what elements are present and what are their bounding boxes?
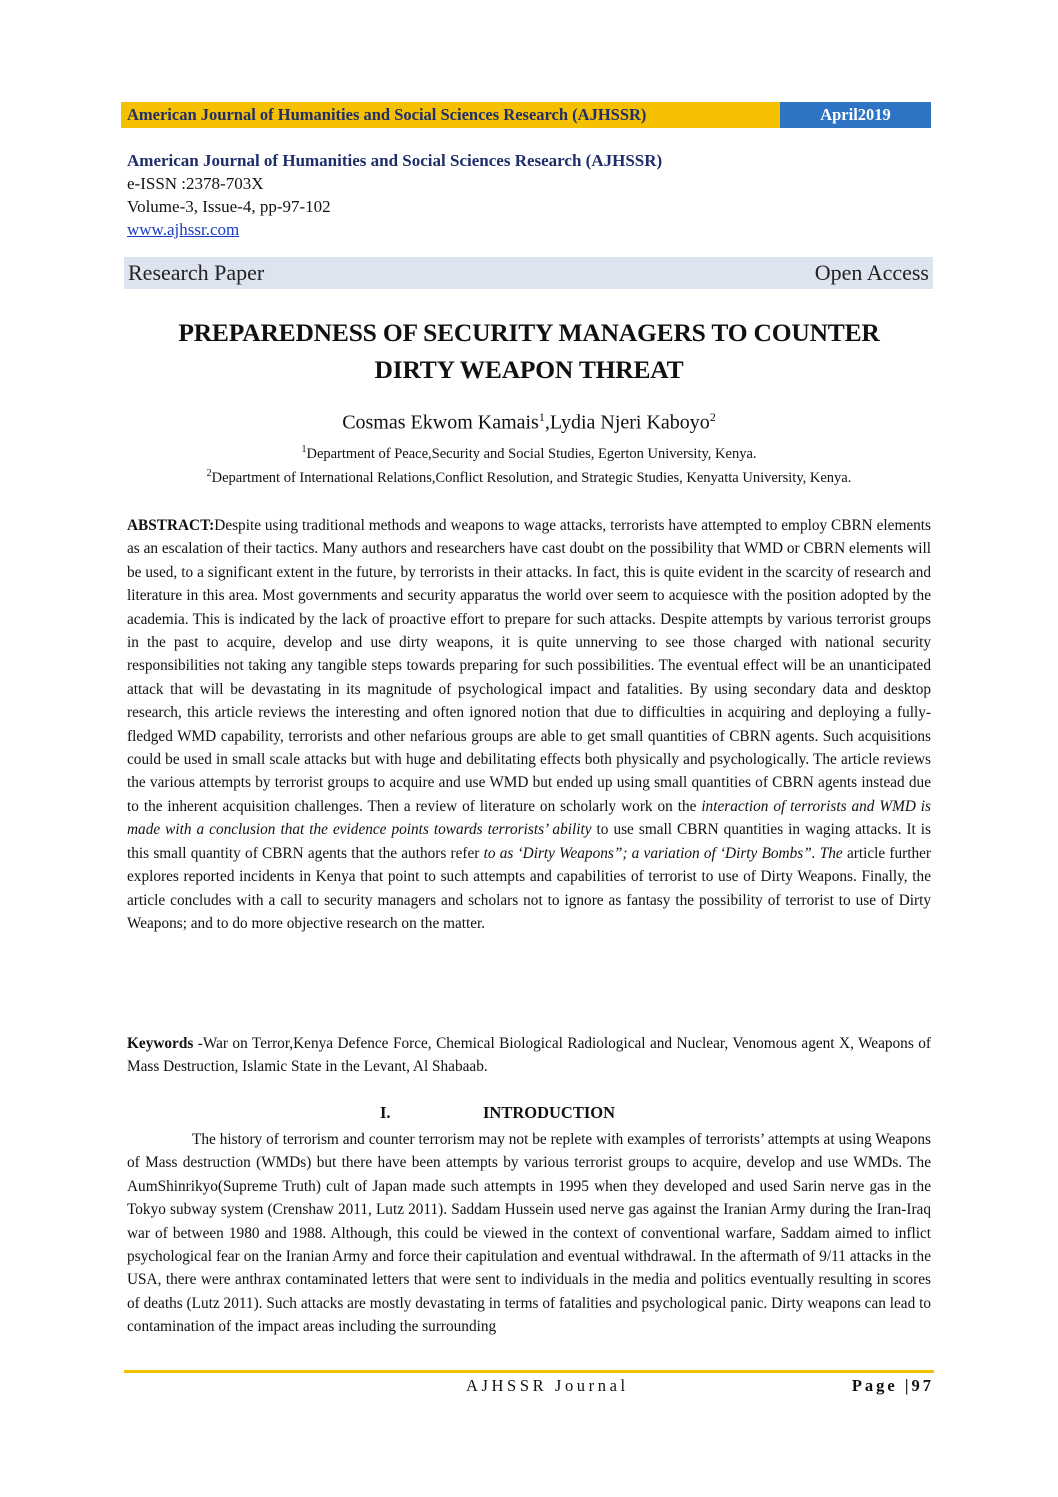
affiliation-2 xyxy=(100,468,958,487)
section-number: I. xyxy=(380,1103,391,1122)
access-type: Open Access xyxy=(814,260,929,285)
footer-page-number: Page |97 xyxy=(851,1376,934,1395)
running-header-journal: American Journal of Humanities and Social Sciences Research (AJHSSR) xyxy=(121,102,780,128)
keywords-text: -War on Terror,Kenya Defence Force, Chemical Biological Radiological and Nuclear, Venomous agent X, Weapons of Mass Destruction, Islamic State in the Levant, Al Shabaab. xyxy=(127,1035,931,1076)
paper-title-line1: PREPAREDNESS OF SECURITY MANAGERS TO COUNTER xyxy=(178,318,880,347)
abstract-text-3: article further explores reported incidents in Kenya that point to such attempts and capabilities of terrorist to use of Dirty Weapons. Finally, the article concludes with a call to security managers and scholars not to ignore as fantasy the possibility of terrorist to use of Dirty Weapons; and to do more objective research on the matter. xyxy=(127,844,931,932)
journal-meta xyxy=(127,149,662,241)
author-1: Cosmas Ekwom Kamais xyxy=(342,411,539,434)
paper-title xyxy=(100,314,958,388)
abstract xyxy=(127,514,931,935)
author-2-affil-mark: 2 xyxy=(709,410,716,424)
paper-title-line2: DIRTY WEAPON THREAT xyxy=(374,355,684,384)
footer-journal: AJHSSR Journal xyxy=(466,1376,629,1395)
abstract-text-1: Despite using traditional methods and weapons to wage attacks, terrorists have attempted to employ CBRN elements as an escalation of their tactics. Many authors and researchers have cast doubt on the possibility that WMD or CBRN elements will be used, to a significant extent in the future, by terrorists in their attacks. In fact, this is quite evident in the scarcity of research and literature in this area. Most governments and security apparatus the world over seem to acquiesce with the position adopted by the academia. This is indicated by the lack of proactive effort to prepare for such attacks. Despite attempts by various terrorist groups in the past to acquire, develop and use dirty weapons, it is quite unnerving to see those charged with national security responsibilities not taking any tangible steps towards preparing for such possibilities. The eventual effect will be an unanticipated attack that will be devastating in its magnitude of psychological impact and fatalities. By using secondary data and desktop research, this article reviews the interesting and often ignored notion that due to difficulties in acquiring and deploying a fully-fledged WMD capability, terrorists and other nefarious groups are able to get small quantities of CBRN agents. Such acquisitions could be used in small scale attacks but with huge and debilitating effects both physically and psychologically. The article reviews the various attempts by terrorist groups to acquire and use WMD but ended up using small quantities of CBRN agents instead due to the inherent acquisition challenges. Then a review of literature on scholarly work on the xyxy=(127,517,931,815)
article-type-bar xyxy=(124,257,933,289)
author-separator: , xyxy=(544,411,550,434)
meta-volume: Volume-3, Issue-4, pp-97-102 xyxy=(127,197,331,216)
footer-rule xyxy=(124,1370,934,1373)
abstract-italic-2: to as ‘Dirty Weapons”; a variation of ‘Dirty Bombs”. The xyxy=(483,844,843,862)
keywords xyxy=(127,1032,931,1079)
meta-website-link[interactable]: www.ajhssr.com xyxy=(127,220,240,239)
affiliation-1-text: Department of Peace,Security and Social Studies, Egerton University, Kenya. xyxy=(306,445,757,462)
running-header xyxy=(121,102,931,128)
meta-issn: e-ISSN :2378-703X xyxy=(127,174,264,193)
article-type: Research Paper xyxy=(128,260,265,285)
affiliation-2-text: Department of International Relations,Conflict Resolution, and Strategic Studies, Kenyatta University, Kenya. xyxy=(211,469,852,486)
affiliation-2-mark: 2 xyxy=(206,468,212,479)
introduction-paragraph: The history of terrorism and counter terrorism may not be replete with examples of terrorists’ attempts at using Weapons of Mass destruction (WMDs) but there have been attempts by various terrorist groups to acquire, develop and use WMDs. The AumShinrikyo(Supreme Truth) cult of Japan made such attempts in 1995 when they developed and used Sarin nerve gas in the Tokyo subway system (Crenshaw 2011, Lutz 2011). Saddam Hussein used nerve gas against the Iranian Army during the Iran-Iraq war of between 1980 and 1988. Although, this could be viewed in the context of conventional warfare, Saddam aimed to inflict psychological fear on the Iranian Army and force their capitulation and eventual withdrawal. In the aftermath of 9/11 attacks in the USA, there were anthrax contaminated letters that were sent to individuals in the media and politics eventually resulting in scores of deaths (Lutz 2011). Such attacks are mostly devastating in terms of fatalities and psychological panic. Dirty weapons can lead to contamination of the impact areas including the surrounding xyxy=(127,1131,931,1336)
author-1-affil-mark: 1 xyxy=(538,410,545,424)
author-list xyxy=(100,410,958,435)
abstract-text-2: to use small CBRN quantities in waging attacks. It is this small quantity of CBRN agents that the authors refer xyxy=(127,821,931,862)
affiliation-1-mark: 1 xyxy=(301,444,307,455)
affiliation-1 xyxy=(100,444,958,463)
keywords-label: Keywords xyxy=(127,1035,194,1052)
meta-journal-name: American Journal of Humanities and Social Sciences Research (AJHSSR) xyxy=(127,151,663,170)
abstract-italic-1: interaction of terrorists and WMD is made with a conclusion that the evidence points towards terrorists’ ability xyxy=(127,797,931,839)
section-title: INTRODUCTION xyxy=(483,1103,616,1122)
abstract-label: ABSTRACT: xyxy=(127,517,215,534)
running-header-date: April2019 xyxy=(780,102,931,128)
author-2: Lydia Njeri Kaboyo xyxy=(549,411,710,434)
